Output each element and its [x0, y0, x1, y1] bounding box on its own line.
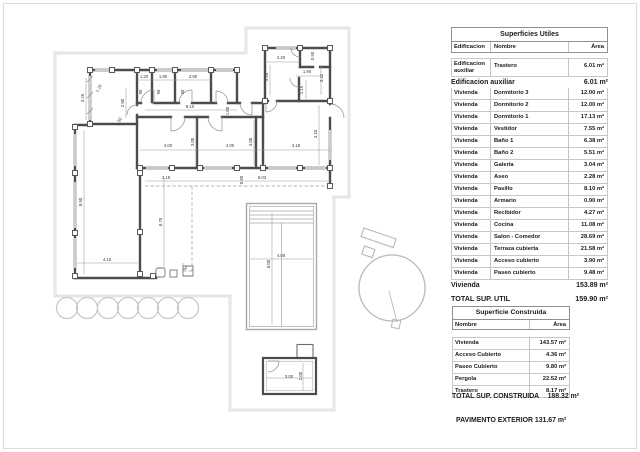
superficies-utiles-table: [451, 27, 608, 305]
table-row: Vivienda Galeria 3.04 m²: [451, 160, 608, 172]
table-row: Vivienda Terraza cubierta 21.58 m²: [451, 244, 608, 256]
col-edificacion: Edificacion: [454, 44, 485, 50]
table-row: Vivienda Cocina 11.08 m²: [451, 220, 608, 232]
dimension-label: 4.00: [163, 143, 173, 148]
table1-column-headers: [451, 42, 608, 53]
dimension-label: 8.90: [78, 197, 83, 207]
table-row: Vivienda Dormitorio 1 17.13 m²: [451, 112, 608, 124]
dimension-label: 3.25: [80, 93, 85, 103]
dimension-label: 2.20: [276, 55, 286, 60]
dimension-label: 2.00: [298, 371, 303, 381]
dimension-label: 8.70: [158, 217, 163, 227]
table2-body: [452, 337, 570, 398]
table-row: Vivienda Paseo cubierto 9.48 m²: [451, 268, 608, 280]
table-row: Vivienda Baño 2 5.51 m²: [451, 148, 608, 160]
table-row: Vivienda Baño 1 6.38 m²: [451, 136, 608, 148]
table-row: Vivienda Recibidor 4.27 m²: [451, 208, 608, 220]
dimension-label: 1.20: [139, 74, 149, 79]
dimension-label: 8.10: [185, 104, 195, 109]
total-construida-row: [452, 393, 579, 400]
tree: [359, 255, 425, 329]
dimension-label: 3.00: [248, 137, 253, 147]
pergola-rects: [361, 228, 396, 258]
col-nombre: Nombre: [455, 322, 477, 328]
dimension-label: 1.50: [114, 116, 123, 127]
table-row: Pergola 22.52 m²: [452, 374, 570, 386]
table-row: Vivienda Dormitorio 2 12.00 m²: [451, 100, 608, 112]
wall-columns: [73, 46, 333, 279]
table-row: Vivienda Acceso cubierto 3.90 m²: [451, 256, 608, 268]
trastero: [263, 345, 316, 395]
dimension-label: 4.00: [225, 143, 235, 148]
dimension-label: 4.10: [102, 257, 112, 262]
total-construida-value: 188.32 m²: [547, 393, 579, 400]
dimension-label: 3.42: [319, 73, 324, 83]
table-row: Vivienda Armario 0.90 m²: [451, 196, 608, 208]
dimension-label: 1.20: [94, 83, 103, 94]
windows: [75, 48, 330, 268]
dimension-label: 90: [180, 89, 185, 95]
table-row: Trastero 8.17 m²: [452, 386, 570, 398]
col-nombre: Nombre: [490, 42, 568, 52]
dimension-label: 3.15: [161, 175, 171, 180]
dimension-label: 1.15: [299, 85, 304, 95]
dashed-walkway: [145, 186, 330, 271]
dimension-label: 4.10: [313, 129, 318, 139]
table-row: Vivienda Vestidor 7.55 m²: [451, 124, 608, 136]
table-row: TOTAL SUP. UTIL 159.90 m²: [451, 294, 608, 303]
dimension-label: 2.90: [188, 74, 198, 79]
table-row: Vivienda Aseo 2.28 m²: [451, 172, 608, 184]
dimension-label: 0.90: [239, 175, 244, 185]
dimension-label: 0.90: [310, 51, 315, 61]
dimension-label: 1.00: [225, 106, 230, 116]
house-walls: [75, 48, 330, 278]
table1-title: Superficies Utiles: [451, 27, 608, 42]
table-row: Vivienda 143.57 m²: [452, 337, 570, 350]
dimension-label: 90: [156, 89, 161, 95]
table-row: Vivienda Dormitorio 3 12.00 m²: [451, 88, 608, 100]
terrace-plinths: [156, 266, 193, 277]
table2-column-headers: [452, 320, 570, 330]
table-row: Edificacion auxiliar Trastero 6.01 m²: [451, 58, 608, 77]
table-row: Vivienda Salon - Comedor 28.69 m²: [451, 232, 608, 244]
table-row: Paseo Cubierto 9.80 m²: [452, 362, 570, 374]
dimension-label: 90: [138, 89, 143, 95]
shrub-circles: [57, 298, 199, 319]
dimension-lines: [77, 62, 332, 391]
dimension-label: 4.18: [291, 143, 301, 148]
table2-title: Superficie Construida: [452, 306, 570, 320]
dimension-label: 1.90: [302, 69, 312, 74]
table1-body: [451, 58, 608, 305]
dimension-label: 3.00: [190, 137, 195, 147]
table-row: Edificacion auxiliar 6.01 m²: [451, 79, 608, 86]
table-row: Vivienda Pasillo 8.10 m²: [451, 184, 608, 196]
pool: [247, 204, 317, 330]
total-construida-label: TOTAL SUP. CONSTRUIDA: [452, 393, 540, 400]
dimension-label: 1.80: [158, 74, 168, 79]
col-area: Área: [568, 42, 607, 52]
dimension-label: 2.80: [120, 98, 125, 108]
pavimento-exterior-line: PAVIMENTO EXTERIOR 131.67 m²: [456, 417, 567, 424]
dimension-label: 9.03: [257, 175, 267, 180]
dimension-label: 3.45: [264, 72, 269, 82]
table-row: Vivienda 153.89 m²: [451, 282, 608, 289]
col-area: Área: [529, 320, 569, 329]
dimension-label: 4.00: [276, 253, 286, 258]
dimension-label: 8.00: [266, 259, 271, 269]
table-row: Acceso Cubierto 4.36 m²: [452, 350, 570, 362]
dimension-label: 3.00: [284, 374, 294, 379]
superficie-construida-table: [452, 306, 570, 398]
